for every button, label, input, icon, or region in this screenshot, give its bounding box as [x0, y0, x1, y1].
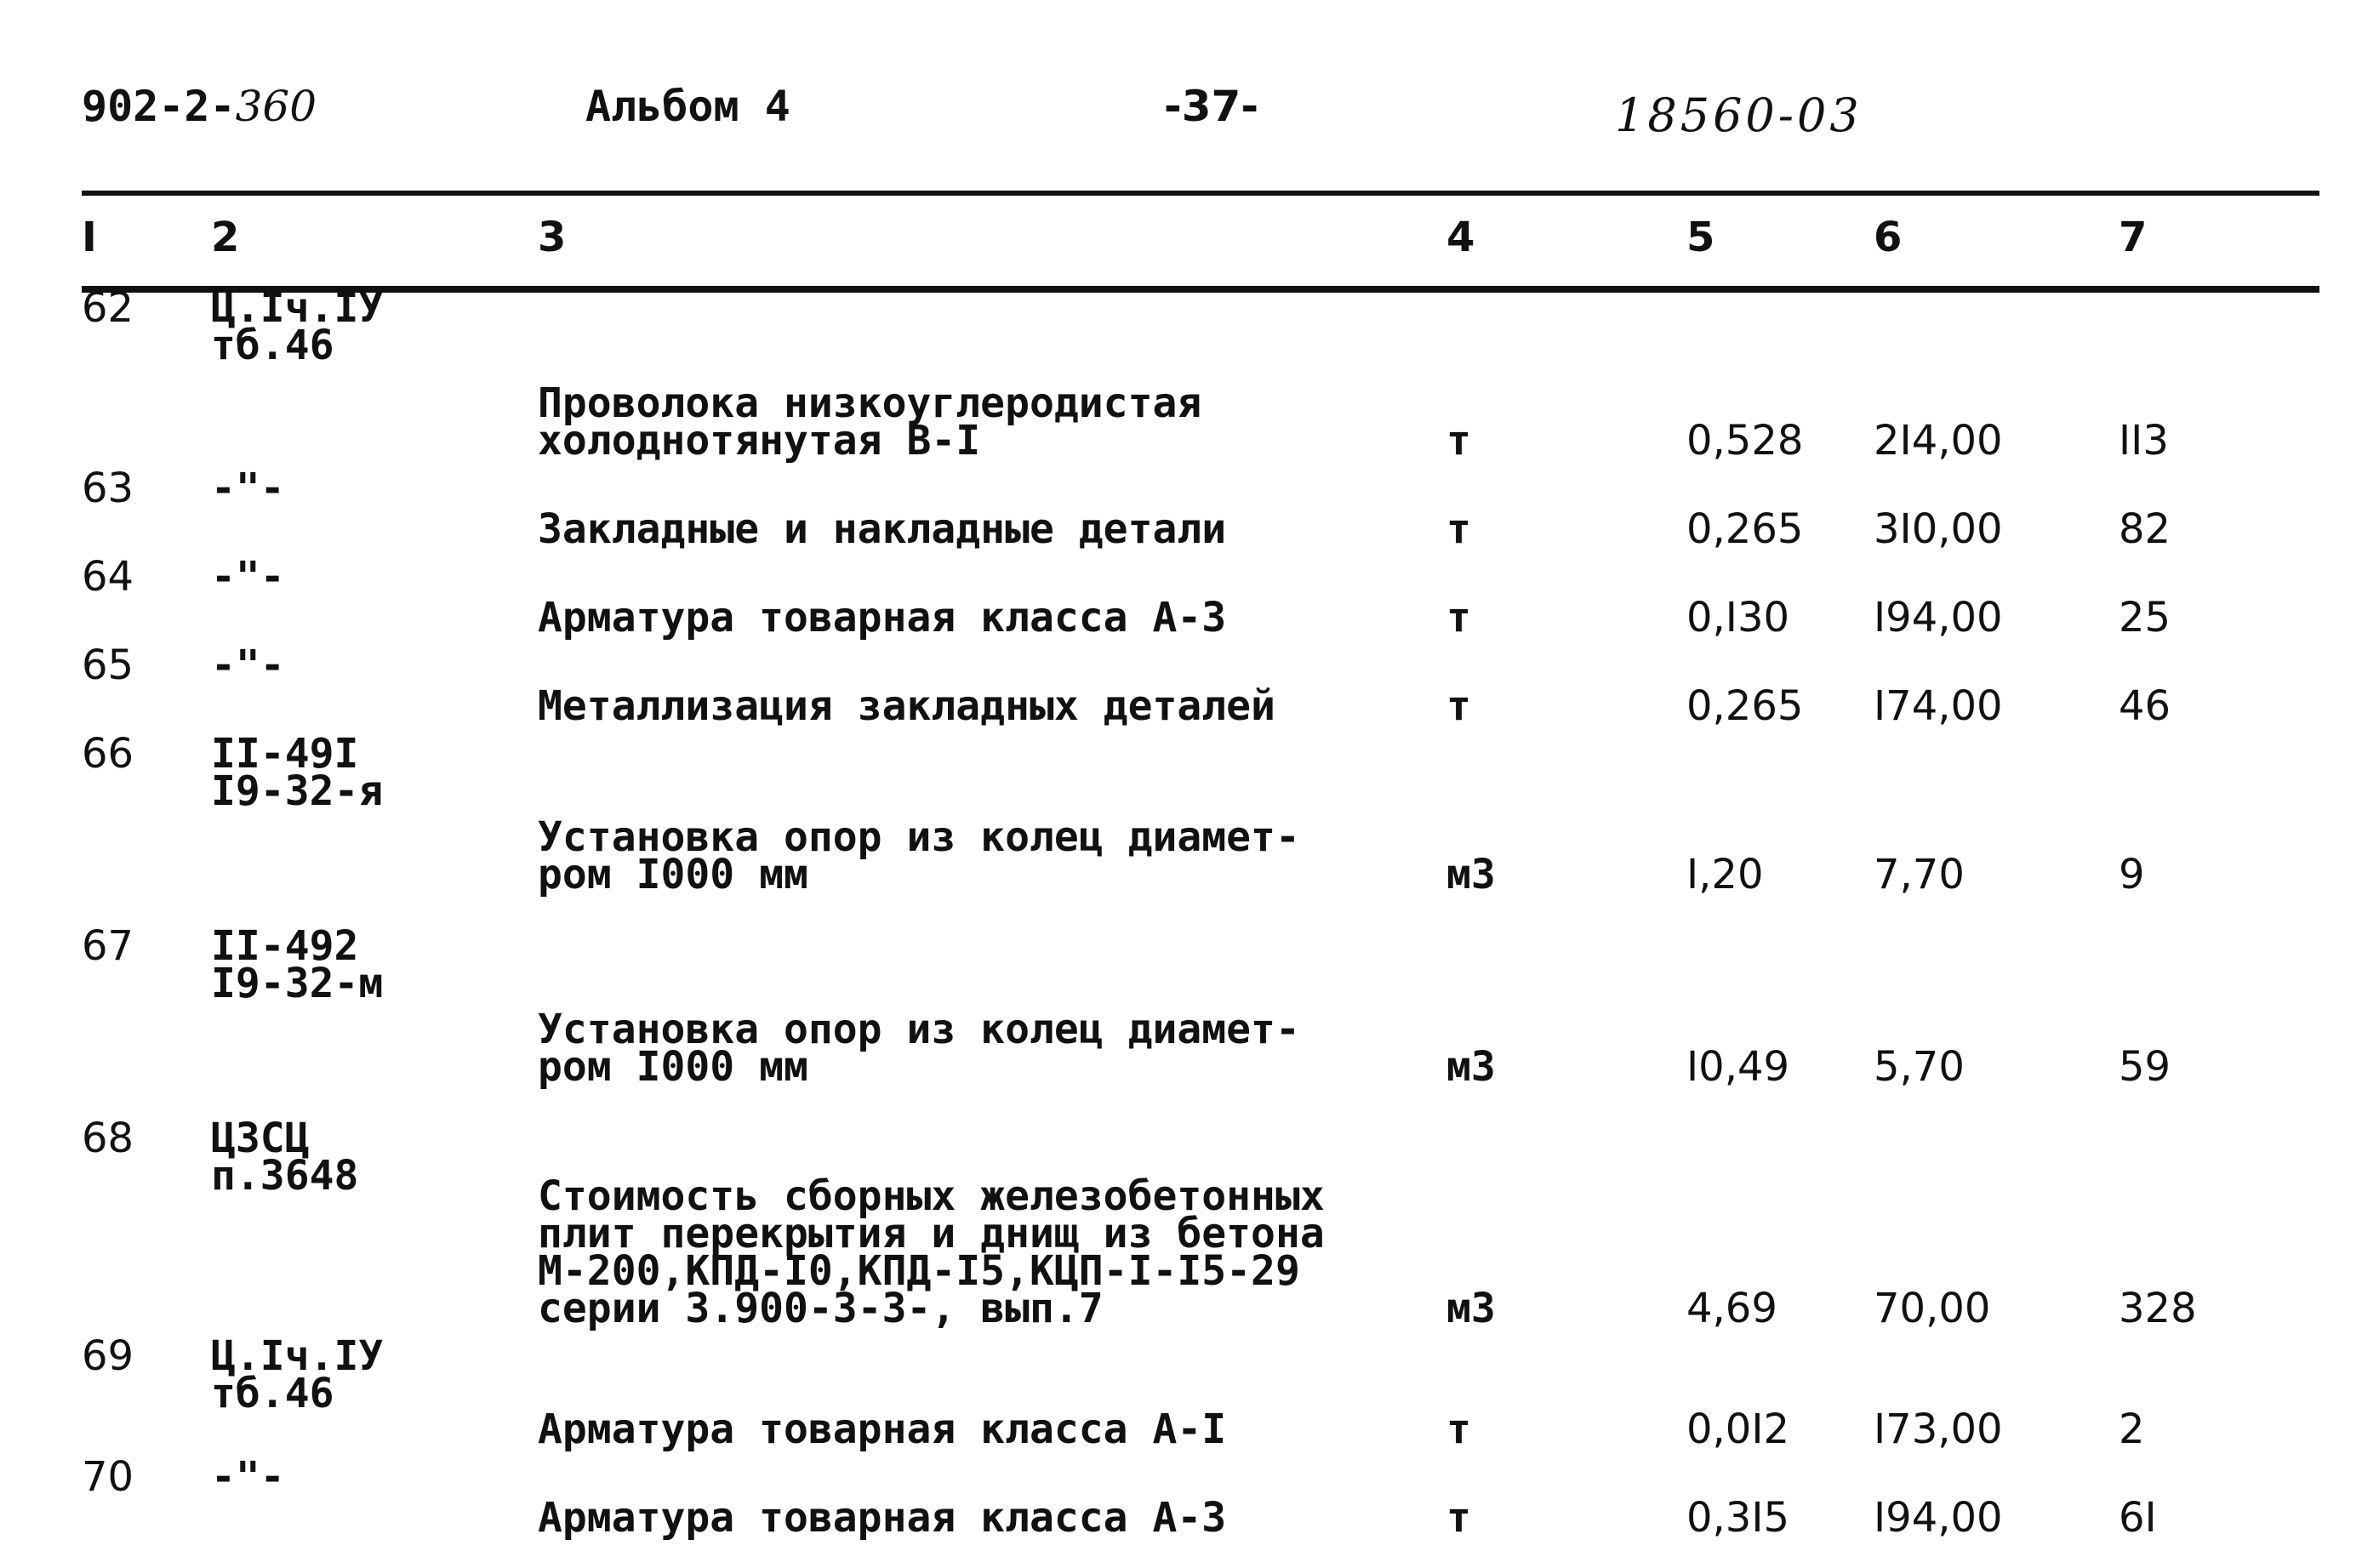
row-number: 67 [82, 922, 134, 970]
column-header: 3 [538, 214, 567, 261]
column-header: 2 [211, 214, 240, 261]
row-reference: -"- [211, 553, 285, 601]
row-number: 65 [82, 641, 134, 689]
row-number: 64 [82, 553, 134, 601]
column-header: I [82, 214, 97, 261]
row-reference: -"- [211, 641, 285, 689]
row-reference: ЦЗСЦ п.3648 [211, 1115, 359, 1200]
row-price: I73,00 [1874, 1405, 2003, 1453]
row-description: Установка опор из колец диамет- ром I000 мм [538, 1006, 1300, 1091]
row-description: Арматура товарная класса А-3 [538, 594, 1227, 641]
row-sum: 328 [2119, 1285, 2197, 1332]
row-quantity: I,20 [1686, 851, 1764, 898]
table-row [82, 289, 2319, 470]
table-row [82, 735, 2319, 927]
album-label: Альбом 4 [585, 82, 790, 131]
row-sum: 46 [2119, 682, 2171, 730]
column-header: 6 [1874, 214, 1903, 261]
row-price: 2I4,00 [1874, 417, 2003, 465]
row-quantity: I0,49 [1686, 1043, 1790, 1091]
row-reference: II-49I I9-32-я [211, 730, 384, 815]
row-sum: 6I [2119, 1494, 2157, 1542]
row-number: 62 [82, 284, 134, 332]
row-price: I94,00 [1874, 1494, 2003, 1542]
column-header: 7 [2119, 214, 2148, 261]
document-code-prefix: 902-2- [82, 82, 236, 131]
row-unit: т [1446, 1494, 1471, 1542]
row-quantity: 0,3I5 [1686, 1494, 1790, 1542]
row-price: 70,00 [1874, 1285, 1991, 1332]
table-header-row [82, 185, 2319, 289]
row-sum: 59 [2119, 1043, 2171, 1091]
table-row [82, 647, 2319, 735]
row-price: 5,70 [1874, 1043, 1965, 1091]
row-unit: м3 [1446, 1043, 1496, 1091]
row-reference: Ц.Iч.IУ тб.46 [211, 284, 384, 369]
row-sum: 2 [2119, 1405, 2145, 1453]
row-description: Металлизация закладных деталей [538, 682, 1275, 730]
table-row [82, 558, 2319, 647]
document-code-handwritten: 360 [235, 82, 317, 131]
row-unit: м3 [1446, 1285, 1496, 1332]
row-quantity: 0,528 [1686, 417, 1804, 465]
row-description: Стоимость сборных железобетонных плит перекрытия и днищ из бетона М-200,КПД-I0,КПД-I5,КЦП-I-I5-29 серии 3.900-3-3-, вып.7 [538, 1172, 1325, 1332]
row-reference: II-492 I9-32-м [211, 922, 384, 1007]
row-reference: -"- [211, 465, 285, 512]
row-sum: II3 [2119, 417, 2169, 465]
row-price: 3I0,00 [1874, 505, 2003, 553]
table-row [82, 1120, 2319, 1337]
document-code [82, 82, 317, 131]
row-unit: м3 [1446, 851, 1496, 898]
row-description: Закладные и накладные детали [538, 505, 1227, 553]
row-unit: т [1446, 682, 1471, 730]
table-row [82, 927, 2319, 1120]
estimate-table [82, 185, 2319, 1547]
row-price: I74,00 [1874, 682, 2003, 730]
row-unit: т [1446, 505, 1471, 553]
row-unit: т [1446, 417, 1471, 465]
row-number: 69 [82, 1332, 134, 1380]
row-quantity: 0,0I2 [1686, 1405, 1790, 1453]
document-number: 18560-03 [1615, 88, 1863, 142]
row-description: Установка опор из колец диамет- ром I000 мм [538, 813, 1300, 898]
row-unit: т [1446, 594, 1471, 641]
row-sum: 82 [2119, 505, 2171, 553]
row-sum: 9 [2119, 851, 2145, 898]
row-reference: Ц.Iч.IУ тб.46 [211, 1332, 384, 1417]
row-description: Арматура товарная класса А-I [538, 1405, 1227, 1453]
row-description: Проволока низкоуглеродистая холоднотянутая В-I [538, 379, 1202, 465]
row-quantity: 0,265 [1686, 682, 1804, 730]
table-row [82, 1458, 2319, 1547]
column-header: 4 [1446, 214, 1475, 261]
row-quantity: 0,I30 [1686, 594, 1790, 641]
row-number: 63 [82, 465, 134, 512]
row-price: 7,70 [1874, 851, 1965, 898]
table-row [82, 470, 2319, 558]
column-header: 5 [1686, 214, 1715, 261]
row-unit: т [1446, 1405, 1471, 1453]
table-row [82, 1337, 2319, 1458]
row-number: 70 [82, 1453, 134, 1501]
row-number: 68 [82, 1115, 134, 1162]
row-price: I94,00 [1874, 594, 2003, 641]
page-number: -37- [1164, 82, 1259, 131]
row-quantity: 0,265 [1686, 505, 1804, 553]
row-quantity: 4,69 [1686, 1285, 1777, 1332]
row-sum: 25 [2119, 594, 2171, 641]
row-number: 66 [82, 730, 134, 778]
row-reference: -"- [211, 1453, 285, 1501]
row-description: Арматура товарная класса А-3 [538, 1494, 1227, 1542]
